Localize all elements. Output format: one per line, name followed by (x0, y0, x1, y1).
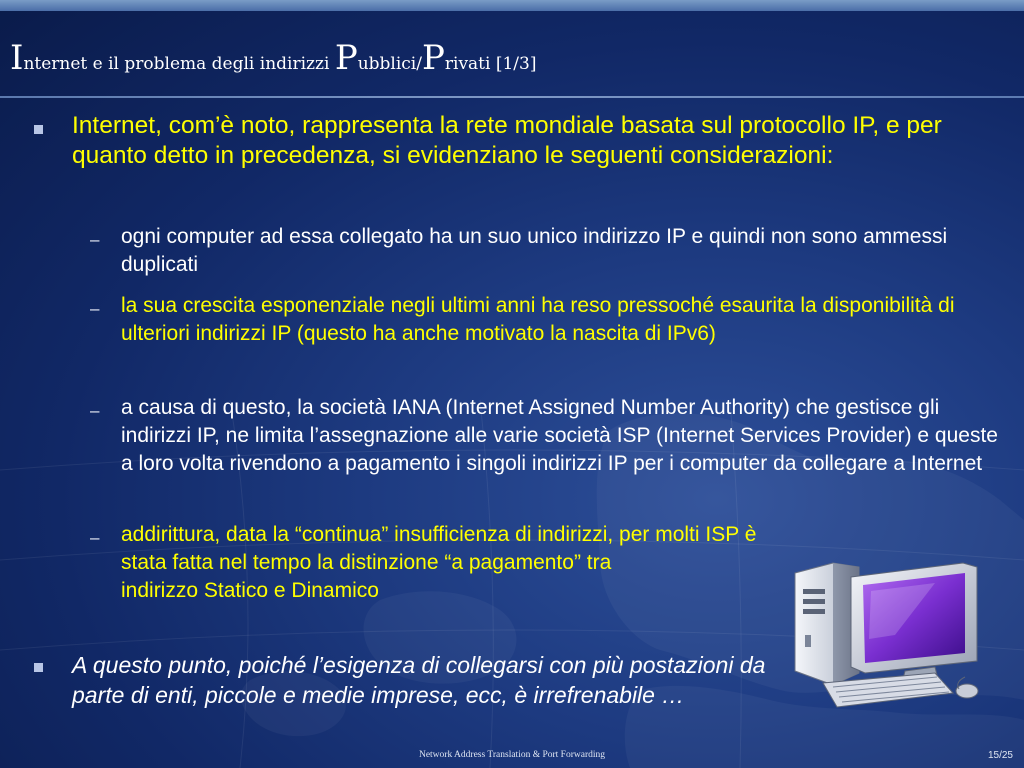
desktop-computer-icon (785, 555, 995, 715)
square-bullet-icon (34, 125, 43, 134)
sub-bullet-line: stata fatta nel tempo la distinzione “a pagamento” tra (121, 551, 612, 574)
sub-bullet-unique-ip: ogni computer ad essa collegato ha un suo unico indirizzo IP e quindi non sono ammessi duplicati (121, 225, 948, 276)
sub-bullet-line: indirizzo Statico e Dinamico (121, 579, 379, 602)
sub-bullet-exhaustion: la sua crescita esponenziale negli ultimi anni ha reso pressoché esaurita la disponibilità di ulteriori indirizzi IP (questo ha anche motivato la nascita di IPv6) (121, 294, 955, 345)
square-bullet-icon (34, 663, 43, 672)
dash-bullet-icon: – (90, 299, 100, 318)
top-bar (0, 0, 1024, 11)
dash-bullet-icon: – (90, 401, 100, 420)
intro-bullet: Internet, com’è noto, rappresenta la rete mondiale basata sul protocollo IP, e per quanto detto in precedenza, si evidenziano le seguenti considerazioni: (72, 112, 942, 169)
page-number: 15/25 (987, 750, 1013, 761)
dash-bullet-icon: – (90, 230, 100, 249)
dash-bullet-icon: – (90, 528, 100, 547)
sub-bullet-iana: a causa di questo, la società IANA (Internet Assigned Number Authority) che gestisce gli indirizzi IP, ne limita l’assegnazione alle varie società ISP (Internet Services Provider) e queste a loro volta rivendono a pagamento i singoli indirizzi IP per i computer da collegare a Internet (121, 396, 998, 475)
footer-text: Network Address Translation & Port Forwarding (418, 750, 606, 760)
closing-bullet: A questo punto, poiché l’esigenza di collegarsi con più postazioni da parte di enti, piccole e medie imprese, ecc, è irrefrenabile … (72, 652, 766, 708)
slide-title: Internet e il problema degli indirizzi Pubblici/Privati [1/3] (10, 38, 537, 78)
sub-bullet-line: addirittura, data la “continua” insufficienza di indirizzi, per molti ISP è (121, 523, 757, 546)
title-separator (0, 96, 1024, 98)
